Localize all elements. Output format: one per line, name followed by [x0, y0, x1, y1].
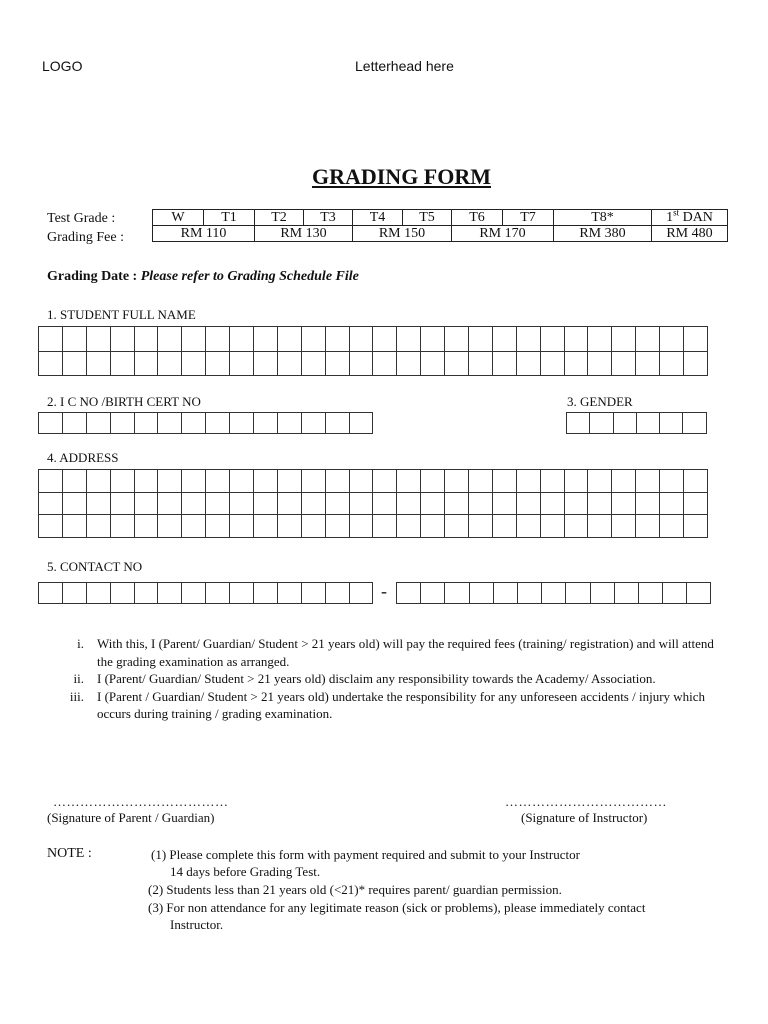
- entry-box[interactable]: [565, 352, 589, 377]
- entry-box[interactable]: [373, 515, 397, 538]
- entry-box[interactable]: [135, 413, 159, 434]
- entry-box[interactable]: [230, 583, 254, 604]
- entry-box[interactable]: [469, 515, 493, 538]
- entry-box[interactable]: [254, 352, 278, 377]
- entry-box[interactable]: [373, 470, 397, 493]
- logo-placeholder: LOGO: [42, 58, 83, 74]
- entry-box[interactable]: [206, 583, 230, 604]
- entry-box[interactable]: [373, 352, 397, 377]
- entry-box[interactable]: [63, 413, 87, 434]
- entry-box[interactable]: [302, 327, 326, 352]
- entry-box[interactable]: [684, 352, 708, 377]
- entry-box[interactable]: [350, 583, 374, 604]
- entry-box[interactable]: [588, 470, 612, 493]
- grade-cell: T7: [503, 210, 554, 226]
- fee-cell: RM 110: [153, 226, 255, 242]
- note-item: (2) Students less than 21 years old (<21)* requires parent/ guardian permission.: [148, 882, 562, 897]
- note-item: 14 days before Grading Test.: [170, 864, 321, 879]
- entry-box[interactable]: [684, 327, 708, 352]
- grading-date-value: Please refer to Grading Schedule File: [140, 269, 359, 284]
- entry-box[interactable]: [182, 352, 206, 377]
- entry-box[interactable]: [565, 515, 589, 538]
- entry-box[interactable]: [87, 413, 111, 434]
- entry-box[interactable]: [541, 352, 565, 377]
- entry-box[interactable]: [87, 583, 111, 604]
- note-item: Instructor.: [170, 917, 224, 932]
- grading-fee-label: Grading Fee :: [47, 230, 124, 245]
- entry-box[interactable]: [230, 515, 254, 538]
- entry-box[interactable]: [421, 352, 445, 377]
- grade-cell: [652, 207, 728, 226]
- entry-box[interactable]: [684, 515, 708, 538]
- entry-box[interactable]: [63, 352, 87, 377]
- grade-cell: T5: [403, 210, 452, 226]
- entry-box[interactable]: [278, 583, 302, 604]
- note-label: NOTE :: [47, 846, 92, 861]
- entry-box[interactable]: [87, 515, 111, 538]
- entry-box[interactable]: [87, 470, 111, 493]
- entry-box[interactable]: [541, 470, 565, 493]
- fee-row: [153, 226, 728, 242]
- entry-box[interactable]: [350, 413, 374, 434]
- entry-box[interactable]: [254, 515, 278, 538]
- entry-box[interactable]: [39, 470, 63, 493]
- entry-box[interactable]: [636, 352, 660, 377]
- entry-box[interactable]: [445, 327, 469, 352]
- entry-box[interactable]: [636, 493, 660, 516]
- entry-box[interactable]: [87, 327, 111, 352]
- entry-box[interactable]: [302, 583, 326, 604]
- entry-box[interactable]: [350, 493, 374, 516]
- entry-box[interactable]: [111, 327, 135, 352]
- entry-box[interactable]: [87, 352, 111, 377]
- entry-box[interactable]: [469, 470, 493, 493]
- entry-box[interactable]: [182, 413, 206, 434]
- entry-box[interactable]: [660, 413, 683, 434]
- entry-box[interactable]: [63, 470, 87, 493]
- entry-box[interactable]: [493, 470, 517, 493]
- entry-box[interactable]: [254, 493, 278, 516]
- entry-box[interactable]: [639, 583, 663, 604]
- entry-box[interactable]: [350, 515, 374, 538]
- entry-box[interactable]: [302, 413, 326, 434]
- list-item-text: With this, I (Parent/ Guardian/ Student > 21 years old) will pay the required fees (training/ registration) and will attend the grading examination as arranged.: [97, 636, 714, 669]
- entry-box[interactable]: [278, 413, 302, 434]
- entry-box[interactable]: [565, 470, 589, 493]
- entry-box[interactable]: [373, 327, 397, 352]
- entry-box[interactable]: [39, 493, 63, 516]
- entry-box[interactable]: [397, 493, 421, 516]
- entry-box[interactable]: [469, 352, 493, 377]
- entry-box[interactable]: [206, 327, 230, 352]
- grade-cell: T6: [452, 210, 503, 226]
- entry-box[interactable]: [278, 493, 302, 516]
- ic-no-label: 2. I C NO /BIRTH CERT NO: [47, 394, 201, 409]
- entry-box[interactable]: [326, 493, 350, 516]
- entry-box[interactable]: [397, 327, 421, 352]
- entry-box[interactable]: [588, 352, 612, 377]
- entry-box[interactable]: [63, 327, 87, 352]
- entry-box[interactable]: [445, 493, 469, 516]
- entry-box[interactable]: [565, 327, 589, 352]
- entry-box[interactable]: [206, 515, 230, 538]
- entry-box[interactable]: [111, 515, 135, 538]
- entry-box[interactable]: [278, 470, 302, 493]
- entry-box[interactable]: [350, 327, 374, 352]
- entry-box[interactable]: [687, 583, 711, 604]
- entry-box[interactable]: [39, 352, 63, 377]
- note-item: (1) Please complete this form with payment required and submit to your Instructor: [151, 847, 580, 862]
- entry-box[interactable]: [182, 515, 206, 538]
- entry-box[interactable]: [278, 327, 302, 352]
- grade-cell: T1: [204, 210, 255, 226]
- entry-box[interactable]: [39, 327, 63, 352]
- list-item: [48, 688, 718, 723]
- list-item-text: I (Parent / Guardian/ Student > 21 years old) undertake the responsibility for any unforeseen accidents / injury which occurs during training / grading examination.: [97, 688, 706, 721]
- entry-box[interactable]: [612, 470, 636, 493]
- entry-box[interactable]: [158, 493, 182, 516]
- entry-box[interactable]: [683, 413, 706, 434]
- grade-row: [153, 210, 728, 226]
- entry-box[interactable]: [541, 327, 565, 352]
- entry-box[interactable]: [660, 470, 684, 493]
- entry-box[interactable]: [39, 515, 63, 538]
- page-title: GRADING FORM: [311, 164, 492, 189]
- entry-box[interactable]: [158, 352, 182, 377]
- instructor-signature-label: (Signature of Instructor): [521, 810, 648, 825]
- entry-box[interactable]: [230, 470, 254, 493]
- student-name-grid: [38, 326, 708, 376]
- entry-box[interactable]: [397, 352, 421, 377]
- letterhead-placeholder: Letterhead here: [355, 58, 454, 74]
- entry-box[interactable]: [158, 327, 182, 352]
- grade-fee-table: [152, 209, 728, 242]
- contact-separator: -: [381, 581, 387, 601]
- entry-box[interactable]: [636, 515, 660, 538]
- entry-box[interactable]: [542, 583, 566, 604]
- entry-box[interactable]: [445, 470, 469, 493]
- fee-cell: RM 150: [353, 226, 452, 242]
- instructor-signature-line: ………………………………: [505, 794, 667, 809]
- entry-box[interactable]: [182, 470, 206, 493]
- grade-cell: T3: [304, 210, 353, 226]
- entry-box[interactable]: [614, 413, 637, 434]
- address-grid: [38, 469, 708, 538]
- note-item: (3) For non attendance for any legitimate reason (sick or problems), please immediately contact: [148, 900, 646, 915]
- entry-box[interactable]: [230, 327, 254, 352]
- grading-date-label: Grading Date :: [47, 269, 138, 284]
- entry-box[interactable]: [111, 413, 135, 434]
- grade-dan-suffix: st: [673, 207, 680, 218]
- contact-no-label: 5. CONTACT NO: [47, 559, 143, 574]
- entry-box[interactable]: [158, 470, 182, 493]
- grade-dan-number: 1: [666, 210, 674, 225]
- entry-box[interactable]: [135, 352, 159, 377]
- entry-box[interactable]: [254, 583, 278, 604]
- entry-box[interactable]: [660, 352, 684, 377]
- fee-cell: RM 380: [554, 226, 652, 242]
- entry-box[interactable]: [326, 515, 350, 538]
- entry-box[interactable]: [63, 515, 87, 538]
- entry-box[interactable]: [612, 352, 636, 377]
- grading-date: [47, 269, 359, 285]
- entry-box[interactable]: [326, 470, 350, 493]
- entry-box[interactable]: [63, 583, 87, 604]
- entry-box[interactable]: [421, 470, 445, 493]
- entry-box[interactable]: [493, 493, 517, 516]
- entry-box[interactable]: [588, 327, 612, 352]
- entry-box[interactable]: [135, 583, 159, 604]
- fee-cell: RM 170: [452, 226, 554, 242]
- contact-no-grid-number: [396, 582, 711, 604]
- entry-box[interactable]: [158, 515, 182, 538]
- declaration-list: [48, 635, 718, 723]
- entry-box[interactable]: [254, 470, 278, 493]
- entry-box[interactable]: [663, 583, 687, 604]
- entry-box[interactable]: [421, 583, 445, 604]
- entry-box[interactable]: [111, 352, 135, 377]
- entry-box[interactable]: [636, 470, 660, 493]
- entry-box[interactable]: [684, 493, 708, 516]
- entry-box[interactable]: [182, 493, 206, 516]
- entry-box[interactable]: [660, 515, 684, 538]
- grade-cell: W: [153, 210, 204, 226]
- entry-box[interactable]: [278, 515, 302, 538]
- entry-box[interactable]: [182, 327, 206, 352]
- entry-box[interactable]: [684, 470, 708, 493]
- entry-box[interactable]: [278, 352, 302, 377]
- entry-box[interactable]: [230, 413, 254, 434]
- entry-box[interactable]: [591, 583, 615, 604]
- entry-box[interactable]: [517, 470, 541, 493]
- entry-box[interactable]: [111, 470, 135, 493]
- entry-box[interactable]: [302, 493, 326, 516]
- entry-box[interactable]: [111, 583, 135, 604]
- test-grade-label: Test Grade :: [47, 211, 116, 226]
- list-item-text: I (Parent/ Guardian/ Student > 21 years old) disclaim any responsibility towards the Academy/ Association.: [97, 671, 656, 686]
- gender-grid: [566, 412, 707, 434]
- entry-box[interactable]: [517, 327, 541, 352]
- grade-cell: T4: [353, 210, 403, 226]
- entry-box[interactable]: [567, 413, 590, 434]
- entry-box[interactable]: [517, 352, 541, 377]
- entry-box[interactable]: [397, 583, 421, 604]
- entry-box[interactable]: [326, 327, 350, 352]
- entry-box[interactable]: [493, 327, 517, 352]
- entry-box[interactable]: [541, 515, 565, 538]
- parent-signature-label: (Signature of Parent / Guardian): [47, 810, 215, 825]
- address-label: 4. ADDRESS: [47, 450, 119, 465]
- entry-box[interactable]: [445, 583, 469, 604]
- entry-box[interactable]: [87, 493, 111, 516]
- entry-box[interactable]: [615, 583, 639, 604]
- entry-box[interactable]: [421, 515, 445, 538]
- entry-box[interactable]: [135, 470, 159, 493]
- grade-dan-text: DAN: [679, 210, 713, 225]
- entry-box[interactable]: [206, 352, 230, 377]
- entry-box[interactable]: [541, 493, 565, 516]
- grade-cell: T8*: [554, 210, 652, 226]
- entry-box[interactable]: [326, 352, 350, 377]
- list-item-number: iii.: [69, 688, 84, 704]
- entry-box[interactable]: [39, 413, 63, 434]
- entry-box[interactable]: [326, 583, 350, 604]
- entry-box[interactable]: [230, 493, 254, 516]
- entry-box[interactable]: [588, 493, 612, 516]
- entry-box[interactable]: [111, 493, 135, 516]
- entry-box[interactable]: [182, 583, 206, 604]
- entry-box[interactable]: [445, 352, 469, 377]
- entry-box[interactable]: [135, 493, 159, 516]
- entry-box[interactable]: [158, 413, 182, 434]
- entry-box[interactable]: [206, 413, 230, 434]
- entry-box[interactable]: [469, 327, 493, 352]
- entry-box[interactable]: [660, 327, 684, 352]
- list-item-number: ii.: [73, 671, 84, 686]
- entry-box[interactable]: [445, 515, 469, 538]
- entry-box[interactable]: [39, 583, 63, 604]
- fee-cell: RM 480: [652, 226, 728, 242]
- entry-box[interactable]: [612, 327, 636, 352]
- entry-box[interactable]: [470, 583, 494, 604]
- entry-box[interactable]: [254, 413, 278, 434]
- entry-box[interactable]: [469, 493, 493, 516]
- grade-cell: T2: [255, 210, 304, 226]
- list-item-number: i.: [77, 636, 84, 651]
- entry-box[interactable]: [254, 327, 278, 352]
- entry-box[interactable]: [373, 493, 397, 516]
- student-name-label: 1. STUDENT FULL NAME: [47, 307, 196, 322]
- entry-box[interactable]: [612, 515, 636, 538]
- entry-box[interactable]: [517, 515, 541, 538]
- gender-label: 3. GENDER: [567, 394, 633, 409]
- entry-box[interactable]: [493, 352, 517, 377]
- entry-box[interactable]: [493, 515, 517, 538]
- fee-cell: RM 130: [255, 226, 353, 242]
- parent-signature-line: …………………………………: [53, 794, 229, 809]
- entry-box[interactable]: [612, 493, 636, 516]
- entry-box[interactable]: [206, 493, 230, 516]
- entry-box[interactable]: [566, 583, 590, 604]
- entry-box[interactable]: [590, 413, 613, 434]
- entry-box[interactable]: [350, 352, 374, 377]
- entry-box[interactable]: [565, 493, 589, 516]
- entry-box[interactable]: [135, 327, 159, 352]
- entry-box[interactable]: [397, 515, 421, 538]
- entry-box[interactable]: [302, 515, 326, 538]
- entry-box[interactable]: [637, 413, 660, 434]
- ic-no-grid: [38, 412, 373, 434]
- entry-box[interactable]: [326, 413, 350, 434]
- entry-box[interactable]: [302, 470, 326, 493]
- entry-box[interactable]: [421, 327, 445, 352]
- entry-box[interactable]: [158, 583, 182, 604]
- entry-box[interactable]: [230, 352, 254, 377]
- entry-box[interactable]: [588, 515, 612, 538]
- entry-box[interactable]: [135, 515, 159, 538]
- entry-box[interactable]: [206, 470, 230, 493]
- entry-box[interactable]: [517, 493, 541, 516]
- entry-box[interactable]: [63, 493, 87, 516]
- entry-box[interactable]: [350, 470, 374, 493]
- entry-box[interactable]: [397, 470, 421, 493]
- list-item: [48, 670, 718, 688]
- list-item: [48, 635, 718, 670]
- entry-box[interactable]: [518, 583, 542, 604]
- contact-no-grid-area: [38, 582, 373, 604]
- entry-box[interactable]: [494, 583, 518, 604]
- entry-box[interactable]: [660, 493, 684, 516]
- entry-box[interactable]: [302, 352, 326, 377]
- entry-box[interactable]: [636, 327, 660, 352]
- entry-box[interactable]: [421, 493, 445, 516]
